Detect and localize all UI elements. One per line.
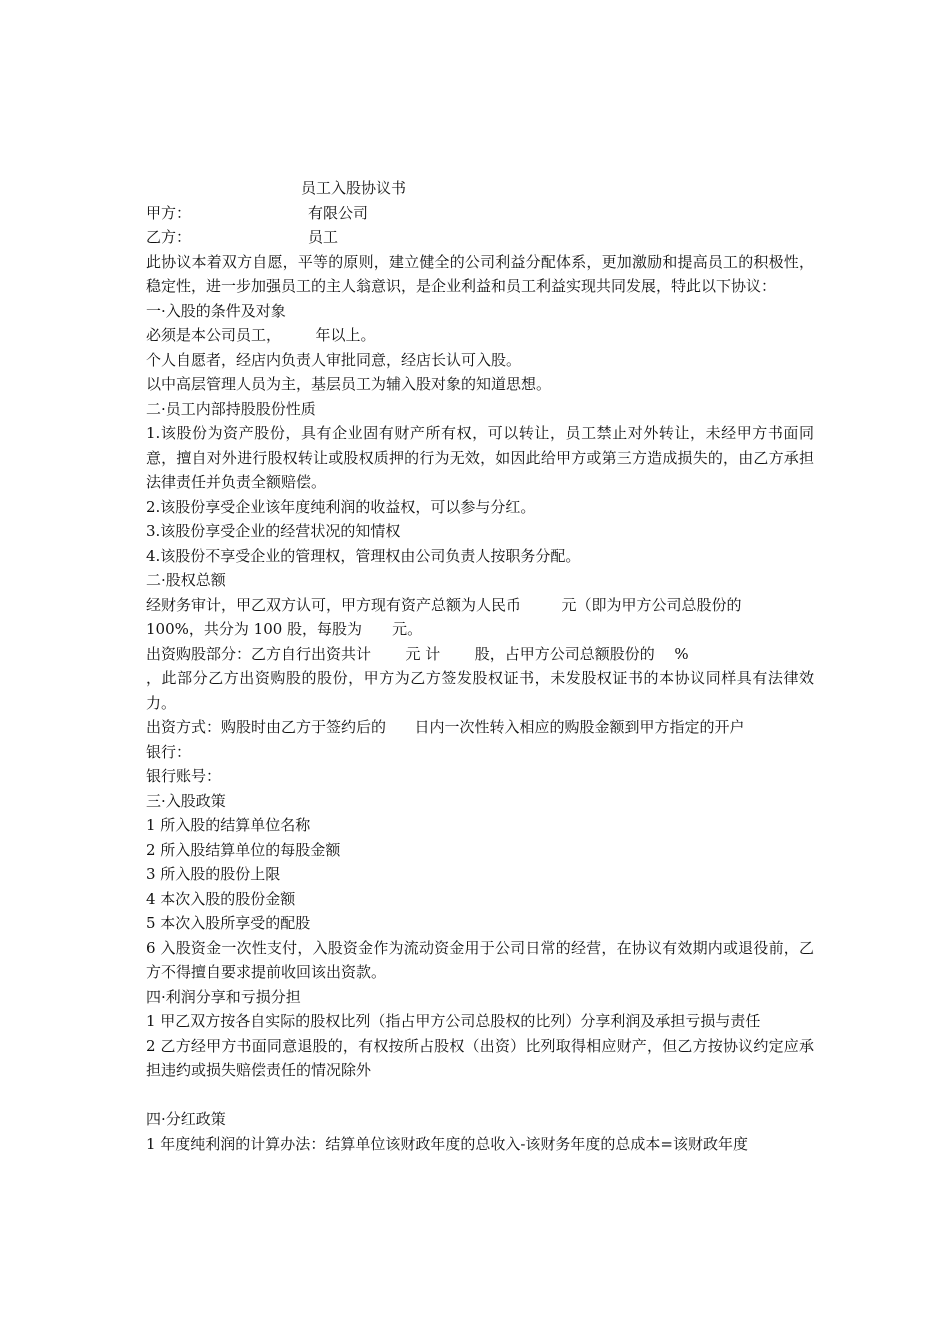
audit-text-a: 经财务审计，甲乙双方认可，甲方现有资产总额为人民币 (146, 595, 522, 614)
document-title: 员工入股协议书 (301, 179, 407, 197)
party-a-label: 甲方： (146, 203, 192, 222)
section-6-heading: 四·分红政策 (146, 1110, 226, 1128)
document-page (146, 176, 814, 1156)
section-4-item-3: 3 所入股的股份上限 (146, 865, 281, 883)
section-4-item-1: 1 所入股的结算单位名称 (146, 816, 311, 834)
section-2-item-2: 2.该股份享受企业该年度纯利润的收益权，可以参与分红。 (146, 497, 536, 516)
party-b-label: 乙方： (146, 228, 192, 246)
purchase-text-c: 股，占甲方公司总额股份的 (474, 644, 655, 663)
section-1-item-1 (146, 323, 814, 348)
section-5-item-2: 2 乙方经甲方书面同意退股的，有权按所占股权（出资）比列取得相应财产，但乙方按协议约定应承担违约或损失赔偿责任的情况除外 (146, 1036, 814, 1079)
section-4-item-4: 4 本次入股的股份金额 (146, 889, 296, 908)
section-5-item-1: 1 甲乙双方按各自实际的股权比列（指占甲方公司总股权的比列）分享利润及承担亏损与责任 (146, 1012, 761, 1030)
section-4-item-5: 5 本次入股所享受的配股 (146, 914, 311, 932)
section-1-item-3: 以中高层管理人员为主，基层员工为辅入股对象的知道思想。 (146, 375, 552, 393)
section-3-method-line (146, 715, 814, 740)
section-2-heading: 二·员工内部持股股份性质 (146, 399, 316, 418)
party-a-value: 有限公司 (308, 203, 369, 222)
audit-text-c: 100%，共分为 100 股，每股为 (146, 620, 363, 638)
section-1-item-2: 个人自愿者，经店内负责人审批同意，经店长认可入股。 (146, 350, 522, 369)
section-3-account: 银行账号： (146, 767, 222, 785)
party-a-line (146, 201, 814, 226)
section-1-item-1-text-b: 年以上。 (315, 326, 376, 344)
section-3-purchase-line (146, 642, 814, 667)
section-4-heading: 三·入股政策 (146, 791, 226, 810)
purchase-text-a: 出资购股部分：乙方自行出资共计 (146, 644, 372, 663)
purchase-text-b: 元 计 (405, 644, 441, 663)
audit-text-b: 元（即为甲方公司总股份的 (561, 595, 742, 614)
section-6-item-1: 1 年度纯利润的计算办法：结算单位该财政年度的总收入-该财务年度的总成本=该财政年度 (146, 1134, 748, 1153)
section-3-heading: 二·股权总额 (146, 571, 226, 589)
party-b-line (146, 225, 814, 250)
section-2-item-4: 4.该股份不享受企业的管理权，管理权由公司负责人按职务分配。 (146, 546, 581, 565)
section-1-item-1-text-a: 必须是本公司员工， (146, 326, 282, 344)
audit-text-d: 元。 (392, 620, 423, 638)
section-1-heading: 一·入股的条件及对象 (146, 301, 286, 320)
section-2-item-3: 3.该股份享受企业的经营状况的知情权 (146, 522, 401, 540)
section-4-item-2: 2 所入股结算单位的每股金额 (146, 840, 341, 859)
section-5-heading: 四·利润分享和亏损分担 (146, 987, 301, 1006)
party-b-value: 员工 (308, 228, 339, 246)
section-2-item-1: 1.该股份为资产股份，具有企业固有财产所有权，可以转让，员工禁止对外转让，未经甲方书面同意，擅自对外进行股权转让或股权质押的行为无效，如因此给甲方或第三方造成损失的，由乙方承担法律责任并负责全额赔偿。 (146, 424, 814, 491)
method-text-b: 日内一次性转入相应的购股金额到甲方指定的开户 (414, 718, 745, 736)
purchase-text-d: % (674, 644, 689, 663)
section-3-audit-line-1 (146, 593, 814, 618)
method-text-a: 出资方式：购股时由乙方于签约后的 (146, 718, 387, 736)
blank-line (146, 1083, 814, 1108)
section-3-purchase-cont: ，此部分乙方出资购股的股份，甲方为乙方签发股权证书，未发股权证书的本协议同样具有法律效力。 (146, 669, 814, 712)
section-3-audit-line-2 (146, 617, 814, 642)
section-3-method-bank: 银行： (146, 742, 192, 761)
preamble-paragraph: 此协议本着双方自愿，平等的原则，建立健全的公司利益分配体系，更加激励和提高员工的积极性，稳定性，进一步加强员工的主人翁意识，是企业利益和员工利益实现共同发展，特此以下协议： (146, 252, 814, 295)
section-4-item-6: 6 入股资金一次性支付，入股资金作为流动资金用于公司日常的经营，在协议有效期内或退役前，乙方不得擅自要求提前收回该出资款。 (146, 938, 814, 981)
